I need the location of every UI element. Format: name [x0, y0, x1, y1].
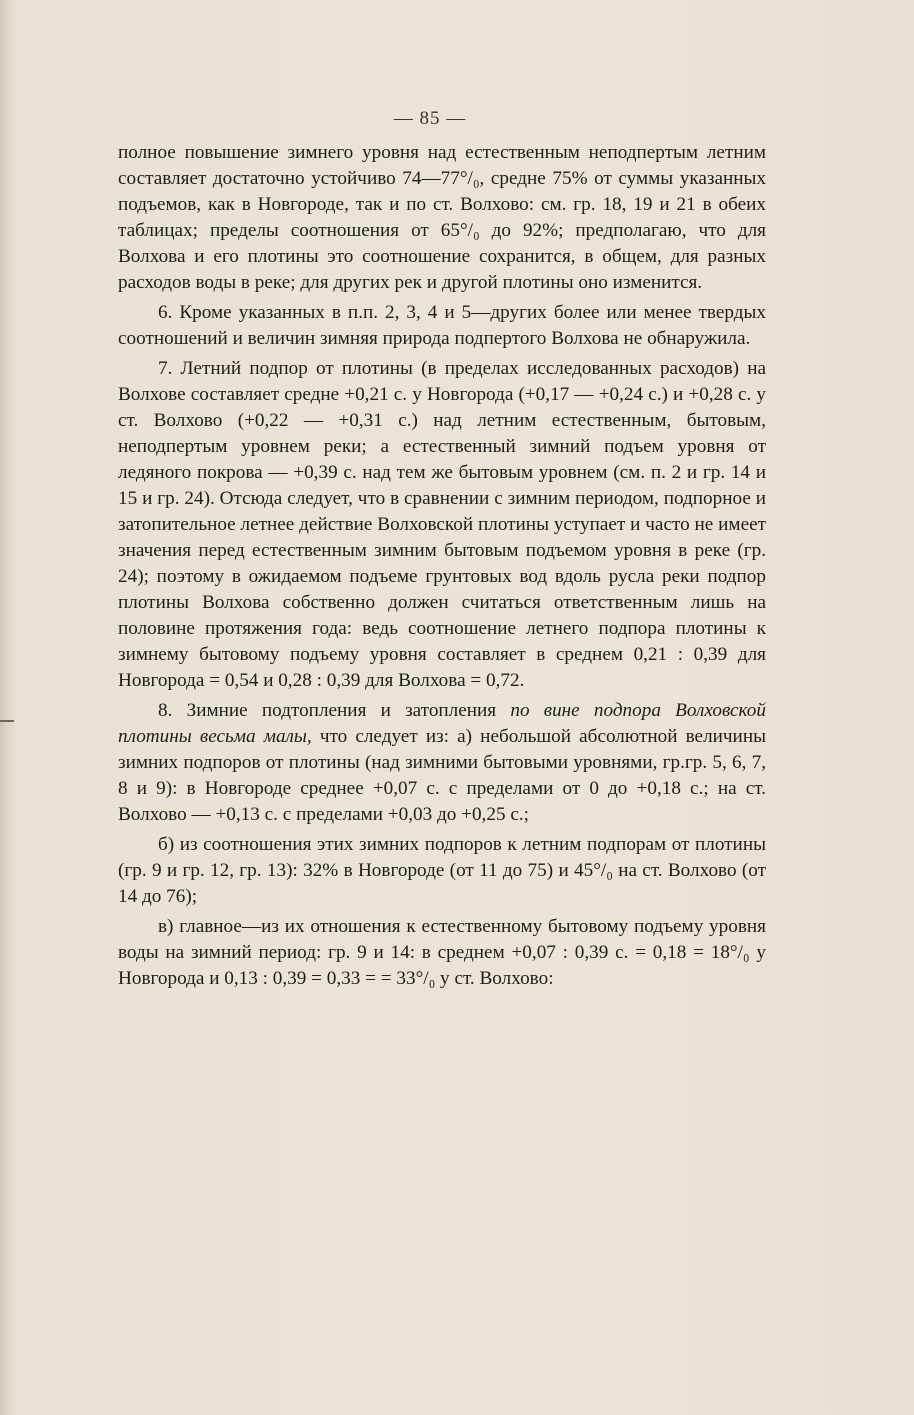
body-text	[118, 140, 766, 996]
text-run: что следует из: а) небольшой абсолютной величины зимних подпоров от плотины (над зимними бытовыми уровнями, гр.гр. 5, 6, 7, 8 и 9): в Новгороде среднее +0,07 с. с пределами от 0 до +0,18 с.; на ст. Волхово — +0,13 с. с пределами +0,03 до +0,25 с.;	[118, 726, 766, 825]
text-run: в) главное—из их отношения к естественному бытовому подъему уровня воды на зимний период: гр. 9 и 14: в среднем +0,07 : 0,39 с. = 0,18 = 18°/₀ у Новгорода и 0,13 : 0,39 = 0,33 = = 33°/₀ у ст. Волхово:	[118, 916, 766, 989]
text-run: 8. Зимние подтопления и затопления	[158, 700, 511, 721]
text-run: б) из соотношения этих зимних подпоров к летним подпорам от плотины (гр. 9 и гр. 12, гр. 13): 32% в Новгороде (от 11 до 75) и 45°/₀ на ст. Волхово (от 14 до 76);	[118, 834, 766, 907]
paragraph-p7	[118, 356, 766, 694]
text-run: 7. Летний подпор от плотины (в пределах исследованных расходов) на Волхове составляет средне +0,21 с. у Новгорода (+0,17 — +0,24 с.) и +0,28 с. у ст. Волхово (+0,22 — +0,31 с.) над летним естественным, бытовым, неподпертым уровнем реки; а естественный зимний подъем уровня от ледяного покрова — +0,39 с. над тем же бытовым уровнем (см. п. 2 и гр. 14 и 15 и гр. 24). Отсюда следует, что в сравнении с зимним периодом, подпорное и затопительное летнее действие Волховской плотины уступает и часто не имеет значения перед естественным зимним бытовым подъемом уровня в реке (гр. 24); поэтому в ожидаемом подъеме грунтовых вод вдоль русла реки подпор плотины Волхова собственно должен считаться ответственным лишь на половине протяжения года: ведь соотношение летнего подпора плотины к зимнему бытовому подъему уровня составляет в среднем 0,21 : 0,39 для Новгорода = 0,54 и 0,28 : 0,39 для Волхова = 0,72.	[118, 358, 766, 691]
paragraph-p8	[118, 698, 766, 828]
paragraph-p8c	[118, 914, 766, 992]
paragraph-p8b	[118, 832, 766, 910]
paragraph-p6	[118, 300, 766, 352]
text-run: полное повышение зимнего уровня над естественным неподпертым летним составляет достаточно устойчиво 74—77°/₀, средне 75% от суммы указанных подъемов, как в Новгороде, так и по ст. Волхово: см. гр. 18, 19 и 21 в обеих таблицах; пределы соотношения от 65°/₀ до 92%; предполагаю, что для Волхова и его плотины это соотношение сохранится, в общем, для разных расходов воды в реке; для других рек и другой плотины оно изменится.	[118, 142, 766, 293]
margin-mark	[0, 720, 14, 722]
italic-run: по вине подпора Волховской плотины весьма малы,	[118, 700, 766, 747]
paragraph-p-cont	[118, 140, 766, 296]
text-run: 6. Кроме указанных в п.п. 2, 3, 4 и 5—других более или менее твердых соотношений и величин зимняя природа подпертого Волхова не обнаружила.	[118, 302, 766, 349]
page-number: — 85 —	[393, 108, 467, 129]
